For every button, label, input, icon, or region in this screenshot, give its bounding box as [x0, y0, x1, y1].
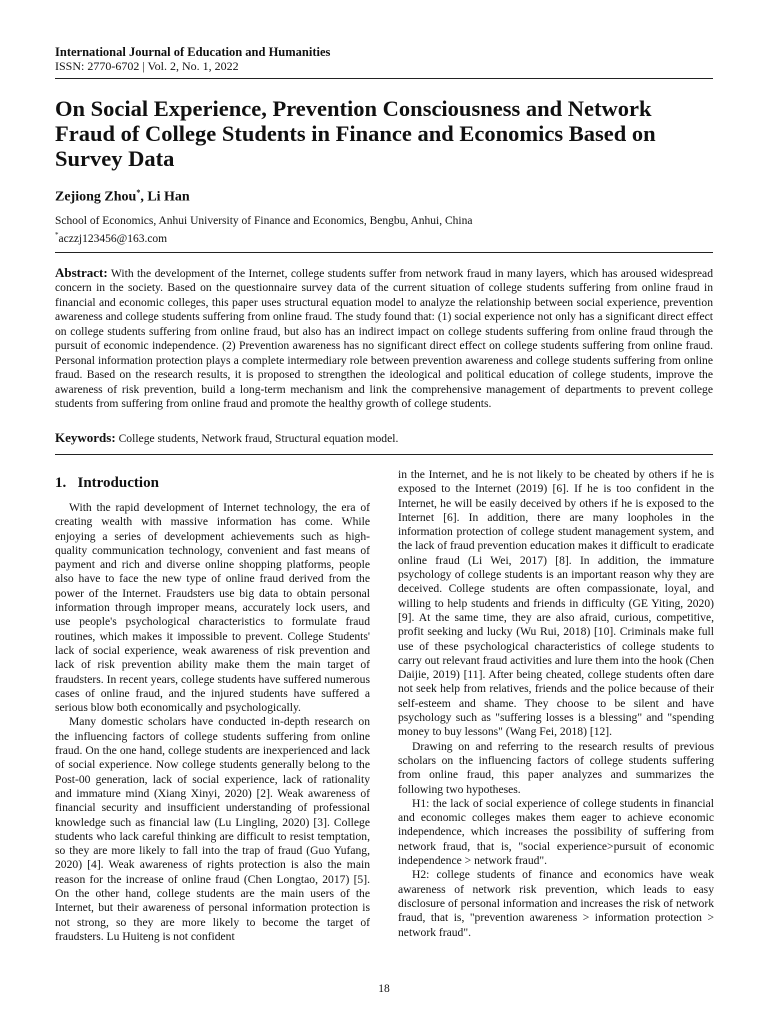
section-heading: 1. Introduction — [55, 475, 159, 491]
header-rule — [55, 78, 713, 79]
abstract-label: Abstract: — [55, 265, 108, 280]
hypothesis-h2: H2: college students of finance and economics have weak awareness of network risk prevention, which leads to easy disclosure of personal information and increases the risk of network fraud, that is, "prevention awareness > information protection > network fraud". — [398, 868, 714, 939]
corresponding-mark: * — [136, 188, 141, 197]
keywords-bottom-rule — [55, 454, 713, 455]
affiliation-line: School of Economics, Anhui University of Finance and Economics, Bengbu, Anhui, China — [55, 215, 473, 227]
body-paragraph: Drawing on and referring to the research results of previous scholars on the influencing factors of college students suffering from online fraud, this paper analyzes and summarizes the following two hypotheses. — [398, 739, 714, 796]
body-paragraph: in the Internet, and he is not likely to be cheated by others if he is exposed to the Internet (2019) [6]. If he is too confident in the Internet, he will be easily deceived by others if he is exposed to the Internet [6]. In addition, there are many loopholes in the information protection of college student management system, and the lack of fraud prevention education makes it difficult to eradicate online fraud (Li Wei, 2017) [8]. In addition, the immature psychology of college students is an important reason why they are deceived. College students are often compassionate, loyal, and willing to help students and friends in difficulty (GE Yiting, 2020) [9]. At the same time, they are also afraid, curious, competitive, profit seeking and lucky (Wu Rui, 2018) [10]. Criminals make full use of these psychological characteristics of college students to carry out relevant fraud activities and lure them into the hook (Chen Daijie, 2019) [11]. After being cheated, college students often dare not seek help from relatives, friends and the police because of their self-esteem and shame. They choose to be silent and have psychology such as "suffering losses is a blessing" and "spending money to buy lessons" (Wang Fei, 2018) [12]. — [398, 468, 714, 739]
keywords-label: Keywords: — [55, 430, 116, 445]
page-number: 18 — [378, 983, 390, 995]
abstract — [55, 266, 713, 412]
email-line — [55, 228, 472, 246]
body-paragraph: Many domestic scholars have conducted in-depth research on the influencing factors of college students suffering from online fraud. On the one hand, college students are inexperienced and lack of social experience. Now college students generally belong to the Post-00 generation, lack of social experience, lack of rationality and immature mind (Xiang Xinyi, 2020) [2]. Weak awareness of financial security and insufficient understanding of professional knowledge such as financial law (Lu Lingling, 2020) [3]. College students who lack careful thinking are difficult to resist temptation, so they are more likely to fall into the trap of fraud (Guo Yufang, 2020) [4]. Weak awareness of rights protection is also the main reason for the increase of online fraud (Chen Longtao, 2017) [5]. On the other hand, college students are the main users of the Internet, but their awareness of personal information protection is not strong, so they are more likely to become the target of fraudsters. Lu Huiteng is not confident — [55, 715, 370, 943]
journal-name: International Journal of Education and Humanities — [55, 45, 331, 59]
email: aczzj123456@163.com — [58, 232, 168, 245]
hypothesis-h1: H1: the lack of social experience of college students in financial and economic colleges makes them eager to achieve economic independence, which increases the possibility of suffering from network fraud, that is, "social experience>pursuit of economic independence > network fraud". — [398, 796, 714, 868]
author-name: , Li Han — [140, 189, 190, 205]
left-column — [55, 474, 370, 944]
journal-header — [55, 45, 330, 73]
email-mark: * — [55, 231, 59, 239]
authors — [55, 188, 190, 206]
body-paragraph: With the rapid development of Internet technology, the era of creating wealth with massive information has come. While enjoying a series of development achievements such as high-quality communication technology, convenient and fast means of payment and rich and diverse online shopping platforms, people also have to face the new type of online fraud derived from the power of the Internet. Fraudsters use big data to obtain personal information through improper means, accurately lock users, and use people's psychological characteristics to formulate fraud routines, which makes it impossible to prevent. College Students' lack of social experience, weak awareness of risk prevention and lack of risk prevention ability make them the main target of fraudsters. In recent years, college students have suffered numerous cases of online fraud, and the injured students have suffered a serious blow both economically and psychologically. — [55, 501, 370, 715]
affiliation — [55, 214, 472, 246]
right-column — [398, 468, 714, 940]
paper-title: On Social Experience, Prevention Consciousness and Network Fraud of College Students in Finance and Economics Based on Survey Data — [55, 96, 656, 171]
issn-line: ISSN: 2770-6702 | Vol. 2, No. 1, 2022 — [55, 59, 239, 73]
keywords-text: College students, Network fraud, Structural equation model. — [118, 432, 399, 445]
author-name: Zejiong Zhou — [55, 189, 137, 205]
abstract-top-rule — [55, 252, 713, 253]
abstract-text: With the development of the Internet, college students suffer from network fraud in many layers, which has aroused widespread concern in the society. Based on the questionnaire survey data of the current situation of college students suffering from online fraud in financial and economic colleges, this paper uses structural equation model to analyze the relationship between social experience, prevention awareness and college students suffering from online fraud. The study found that: (1) social experience not only has a significant direct effect on college students suffering from online fraud, but also has an indirect impact on college students suffering from online fraud through the pursuit of economic independence. (2) Prevention awareness has no significant direct effect on college students suffering from online fraud. Personal information protection plays a complete intermediary role between prevention awareness and college students suffering from online fraud. Based on the research results, it is proposed to strengthen the ideological and political education of college students, improve the awareness of risk prevention, build a long-term mechanism and link the comprehensive management of departments to prevent college students from suffering from online fraud and promote the healthy growth of college students. — [55, 267, 713, 411]
keywords — [55, 430, 713, 446]
